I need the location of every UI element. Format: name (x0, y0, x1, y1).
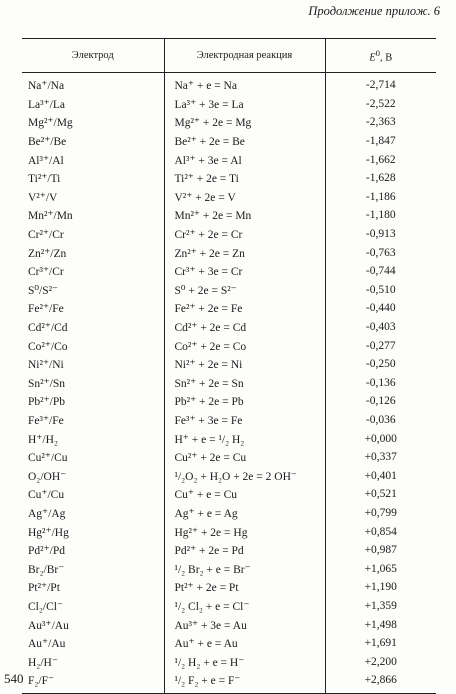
table-row (22, 299, 436, 318)
reaction-cell: Na⁺ + e = Na (164, 73, 325, 95)
table-row (22, 355, 436, 374)
potential-cell: +1,691 (325, 634, 436, 653)
electrode-cell: Mn²⁺/Mn (28, 210, 73, 223)
reaction-cell: Ni²⁺ + 2e = Ni (164, 355, 325, 374)
electrode-cell: Be²⁺/Be (28, 136, 67, 149)
header-electrode: Электрод (22, 39, 164, 73)
table-row (22, 132, 436, 151)
table-row (22, 634, 436, 653)
reaction-cell: Cu⁺ + e = Cu (164, 485, 325, 504)
potential-symbol: E (369, 52, 376, 64)
potential-cell: -1,186 (325, 188, 436, 207)
electrode-cell: Al³⁺/Al (28, 154, 64, 167)
table-row (22, 429, 436, 448)
electrode-cell: Cu²⁺/Cu (28, 452, 68, 465)
reaction-cell: Pt²⁺ + 2e = Pt (164, 578, 325, 597)
reaction-cell: Au³⁺ + 3e = Au (164, 615, 325, 634)
potential-cell: +0,521 (325, 485, 436, 504)
electrode-cell: Ti²⁺/Ti (28, 173, 61, 186)
electrode-cell: Ag⁺/Ag (28, 507, 66, 520)
reaction-cell: Al³⁺ + 3e = Al (164, 150, 325, 169)
potential-cell: +1,190 (325, 578, 436, 597)
potential-cell: -2,522 (325, 95, 436, 114)
table-row (22, 541, 436, 560)
table-row (22, 559, 436, 578)
potential-cell: -0,036 (325, 411, 436, 430)
potential-cell: +2,200 (325, 652, 436, 671)
table-row (22, 522, 436, 541)
reaction-cell: La³⁺ + 3e = La (164, 95, 325, 114)
table-row (22, 374, 436, 393)
potential-superscript: 0 (375, 47, 381, 58)
reaction-cell: ¹/₂ Cl₂ + e = Cl⁻ (164, 597, 325, 616)
reaction-cell: Ag⁺ + e = Ag (164, 504, 325, 523)
table-row (22, 671, 436, 693)
table-row (22, 652, 436, 671)
potential-cell: -0,250 (325, 355, 436, 374)
electrode-cell: Cu⁺/Cu (28, 489, 65, 502)
electrode-cell: Cd²⁺/Cd (28, 322, 68, 335)
electrode-cell: Br₂/Br⁻ (28, 563, 65, 576)
potential-cell: -1,628 (325, 169, 436, 188)
potential-cell: -0,277 (325, 336, 436, 355)
table-row (22, 411, 436, 430)
table-row (22, 318, 436, 337)
table-row (22, 262, 436, 281)
reaction-cell: Sn²⁺ + 2e = Sn (164, 374, 325, 393)
electrode-cell: Mg²⁺/Mg (28, 117, 73, 130)
potential-cell: -0,440 (325, 299, 436, 318)
reaction-cell: Cd²⁺ + 2e = Cd (164, 318, 325, 337)
electrode-cell: Au³⁺/Au (28, 619, 69, 632)
electrode-cell: Ni²⁺/Ni (28, 359, 64, 372)
table-row (22, 206, 436, 225)
electrode-cell: La³⁺/La (28, 98, 65, 111)
potential-cell: +0,799 (325, 504, 436, 523)
reaction-cell: Cr³⁺ + 3e = Cr (164, 262, 325, 281)
table-row (22, 615, 436, 634)
potential-cell: +0,337 (325, 448, 436, 467)
potential-cell: -2,363 (325, 113, 436, 132)
electrode-cell: F₂/F⁻ (22, 671, 164, 693)
reaction-cell: ¹/₂ Br₂ + e = Br⁻ (164, 559, 325, 578)
reaction-cell: Pd²⁺ + 2e = Pd (164, 541, 325, 560)
potential-unit: , В (380, 52, 393, 64)
potential-cell: +0,000 (325, 429, 436, 448)
potential-cell: -2,714 (325, 73, 436, 95)
potential-cell: -0,136 (325, 374, 436, 393)
potential-cell: -0,403 (325, 318, 436, 337)
reaction-cell: Ti²⁺ + 2e = Ti (164, 169, 325, 188)
electrode-cell: Cl₂/Cl⁻ (28, 600, 64, 613)
table-row (22, 281, 436, 300)
reaction-cell: Fe²⁺ + 2e = Fe (164, 299, 325, 318)
reaction-cell: H⁺ + e = ¹/₂ H₂ (164, 429, 325, 448)
electrode-cell: Fe³⁺/Fe (28, 414, 64, 427)
table-header-row (22, 39, 436, 73)
reaction-cell: Fe³⁺ + 3e = Fe (164, 411, 325, 430)
potential-cell: +0,401 (325, 466, 436, 485)
potential-cell: +1,359 (325, 597, 436, 616)
electrode-cell: H₂/H⁻ (28, 656, 58, 669)
electrode-cell: Hg²⁺/Hg (28, 526, 69, 539)
electrode-cell: Pd²⁺/Pd (28, 545, 66, 558)
reaction-cell: Au⁺ + e = Au (164, 634, 325, 653)
reaction-cell: S⁰ + 2e = S²⁻ (164, 281, 325, 300)
table-row (22, 150, 436, 169)
electrode-cell: Na⁺/Na (28, 80, 65, 93)
potential-cell: +0,987 (325, 541, 436, 560)
electrode-cell: H⁺/H₂ (28, 433, 58, 446)
reaction-cell: Cr²⁺ + 2e = Cr (164, 225, 325, 244)
reaction-cell: Hg²⁺ + 2e = Hg (164, 522, 325, 541)
reaction-cell: ¹/₂O₂ + H₂O + 2e = 2 OH⁻ (164, 466, 325, 485)
table-row (22, 73, 436, 95)
table-row (22, 392, 436, 411)
table-row (22, 504, 436, 523)
electrode-cell: Au⁺/Au (28, 638, 66, 651)
reaction-cell: Be²⁺ + 2e = Be (164, 132, 325, 151)
table-row (22, 188, 436, 207)
electrode-cell: Sn²⁺/Sn (28, 377, 66, 390)
electrode-cell: Pt²⁺/Pt (28, 582, 60, 595)
reaction-cell: ¹/₂ F₂ + e = F⁻ (164, 671, 325, 693)
potential-cell: -1,847 (325, 132, 436, 151)
electrode-cell: Cr²⁺/Cr (28, 229, 64, 242)
reaction-cell: Zn²⁺ + 2e = Zn (164, 243, 325, 262)
electrode-cell: V²⁺/V (28, 191, 58, 204)
potential-cell: +1,498 (325, 615, 436, 634)
potential-cell: -0,744 (325, 262, 436, 281)
table-row (22, 95, 436, 114)
reaction-cell: Mg²⁺ + 2e = Mg (164, 113, 325, 132)
header-potential (325, 39, 436, 73)
potential-cell: +1,065 (325, 559, 436, 578)
table-row (22, 448, 436, 467)
electrode-cell: Zn²⁺/Zn (28, 247, 67, 260)
table-row (22, 113, 436, 132)
potential-cell: -1,180 (325, 206, 436, 225)
table-row (22, 336, 436, 355)
electrode-potential-table (22, 38, 436, 694)
potential-cell: +0,854 (325, 522, 436, 541)
reaction-cell: Co²⁺ + 2e = Co (164, 336, 325, 355)
electrode-cell: Co²⁺/Co (28, 340, 68, 353)
electrode-cell: S⁰/S²⁻ (28, 284, 59, 297)
potential-cell: -1,662 (325, 150, 436, 169)
table-row (22, 243, 436, 262)
electrode-cell: Fe²⁺/Fe (28, 303, 64, 316)
electrode-cell: O₂/OH⁻ (28, 470, 67, 483)
table-row (22, 169, 436, 188)
reaction-cell: Mn²⁺ + 2e = Mn (164, 206, 325, 225)
potential-cell: -0,913 (325, 225, 436, 244)
table-row (22, 578, 436, 597)
electrode-cell: Pb²⁺/Pb (28, 396, 66, 409)
table-row (22, 466, 436, 485)
table-row (22, 597, 436, 616)
reaction-cell: Cu²⁺ + 2e = Cu (164, 448, 325, 467)
potential-cell: +2,866 (325, 671, 436, 693)
reaction-cell: V²⁺ + 2e = V (164, 188, 325, 207)
potential-cell: -0,763 (325, 243, 436, 262)
potential-cell: -0,126 (325, 392, 436, 411)
reaction-cell: Pb²⁺ + 2e = Pb (164, 392, 325, 411)
reaction-cell: ¹/₂ H₂ + e = H⁻ (164, 652, 325, 671)
potential-cell: -0,510 (325, 281, 436, 300)
page-number: 540 (4, 671, 24, 686)
running-head: Продолжение прилож. 6 (308, 4, 440, 18)
table-row (22, 485, 436, 504)
header-reaction: Электродная реакция (164, 39, 325, 73)
electrode-cell: Cr³⁺/Cr (28, 266, 64, 279)
table-row (22, 225, 436, 244)
